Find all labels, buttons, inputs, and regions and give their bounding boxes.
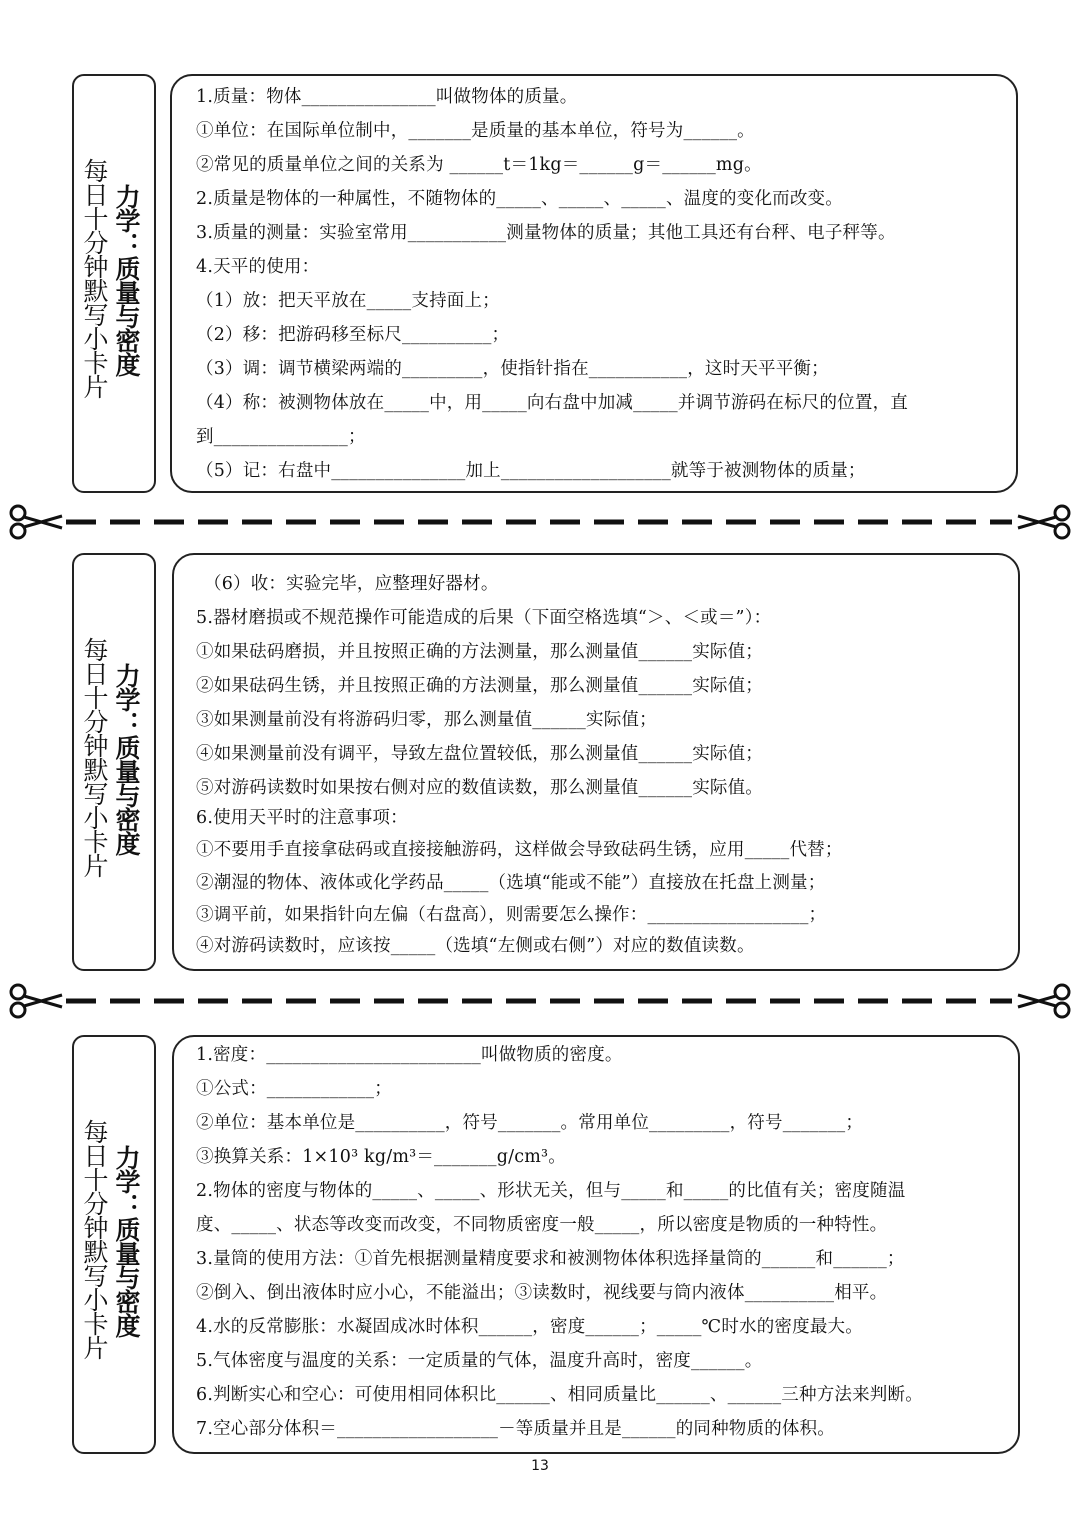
card1-line: 1.质量：物体_______________叫做物体的质量。 <box>196 87 578 107</box>
card1-line: ②常见的质量单位之间的关系为 ______t＝1kg＝______g＝______mg。 <box>196 155 762 175</box>
side-subtitle: 每日十分钟默写小卡片 <box>80 1119 109 1359</box>
card2-line: ④对游码读数时，应该按_____（选填“左侧或右侧”）对应的数值读数。 <box>196 936 755 956</box>
cut-line <box>0 502 1080 542</box>
card3-line: 5.气体密度与温度的关系：一定质量的气体，温度升高时，密度______。 <box>196 1351 763 1371</box>
scissors-icon <box>1018 985 1069 1017</box>
card2-line: （6）收：实验完毕，应整理好器材。 <box>204 574 499 594</box>
side-title: 力学：质量与密度 <box>112 1145 141 1337</box>
card1-line: （3）调：调节横梁两端的_________，使指针指在___________，这时天平平衡； <box>196 359 829 379</box>
card3-line: 2.物体的密度与物体的_____、_____、形状无关，但与_____和_____的比值有关；密度随温 <box>196 1181 906 1201</box>
card1-line: 到_______________； <box>196 427 366 447</box>
card2-line: ③如果测量前没有将游码归零，那么测量值______实际值； <box>196 710 657 730</box>
card2-line: 6.使用天平时的注意事项： <box>196 808 408 828</box>
scissors-icon <box>1018 506 1069 538</box>
card2-line: ⑤对游码读数时如果按右侧对应的数值读数，那么测量值______实际值。 <box>196 778 763 798</box>
card2-line: ①如果砝码磨损，并且按照正确的方法测量，那么测量值______实际值； <box>196 642 763 662</box>
side-label-card-2 <box>72 553 156 971</box>
card3-line: 7.空心部分体积＝__________________－等质量并且是______的同种物质的体积。 <box>196 1419 835 1439</box>
card2-line: 5.器材磨损或不规范操作可能造成的后果（下面空格选填“＞、＜或＝”）： <box>196 608 772 628</box>
side-title: 力学：质量与密度 <box>112 663 141 855</box>
card1-line: （2）移：把游码移至标尺__________； <box>196 325 510 345</box>
card3-line: ②倒入、倒出液体时应小心，不能溢出；③读数时，视线要与筒内液体__________相平。 <box>196 1283 888 1303</box>
card1-line: （4）称：被测物体放在_____中，用_____向右盘中加减_____并调节游码在标尺的位置，直 <box>196 393 908 413</box>
card1-line: 4.天平的使用： <box>196 257 320 277</box>
card3-line: ③换算关系：1×10³ kg/m³＝_______g/cm³。 <box>196 1147 566 1167</box>
card3-line: ①公式：____________； <box>196 1079 392 1099</box>
card3-line: 4.水的反常膨胀：水凝固成冰时体积______，密度______；_____℃时水的密度最大。 <box>196 1317 863 1337</box>
card3-line: ②单位：基本单位是__________，符号_______。常用单位_________，符号_______； <box>196 1113 864 1133</box>
card2-line: ③调平前，如果指针向左偏（右盘高），则需要怎么操作：__________________； <box>196 905 827 925</box>
card2-line: ④如果测量前没有调平，导致左盘位置较低，那么测量值______实际值； <box>196 744 763 764</box>
scissors-icon <box>11 985 62 1017</box>
card1-line: （1）放：把天平放在_____支持面上； <box>196 291 500 311</box>
card3-line: 度、_____、状态等改变而改变，不同物质密度一般_____，所以密度是物质的一种特性。 <box>196 1215 888 1235</box>
scissors-icon <box>11 506 62 538</box>
card3-line: 3.量筒的使用方法：①首先根据测量精度要求和被测物体体积选择量筒的______和______； <box>196 1249 905 1269</box>
side-label-card-1 <box>72 74 156 493</box>
card1-line: 3.质量的测量：实验室常用___________测量物体的质量；其他工具还有台秤、电子秤等。 <box>196 223 896 243</box>
side-subtitle: 每日十分钟默写小卡片 <box>80 637 109 877</box>
cut-line <box>0 981 1080 1021</box>
side-title: 力学：质量与密度 <box>112 184 141 376</box>
card1-line: 2.质量是物体的一种属性，不随物体的_____、_____、_____、温度的变化而改变。 <box>196 189 843 209</box>
card1-line: （5）记：右盘中_______________加上___________________就等于被测物体的质量； <box>196 461 866 481</box>
card2-line: ②如果砝码生锈，并且按照正确的方法测量，那么测量值______实际值； <box>196 676 763 696</box>
card1-line: ①单位：在国际单位制中，_______是质量的基本单位，符号为______。 <box>196 121 755 141</box>
card2-line: ①不要用手直接拿砝码或直接接触游码，这样做会导致砝码生锈，应用_____代替； <box>196 840 843 860</box>
card3-line: 1.密度：________________________叫做物质的密度。 <box>196 1045 623 1065</box>
page-number: 13 <box>531 1458 549 1474</box>
side-subtitle: 每日十分钟默写小卡片 <box>80 158 109 398</box>
side-label-card-3 <box>72 1035 156 1454</box>
card3-line: 6.判断实心和空心：可使用相同体积比______、相同质量比______、______三种方法来判断。 <box>196 1385 923 1405</box>
card2-line: ②潮湿的物体、液体或化学药品_____（选填“能或不能”）直接放在托盘上测量； <box>196 873 826 893</box>
